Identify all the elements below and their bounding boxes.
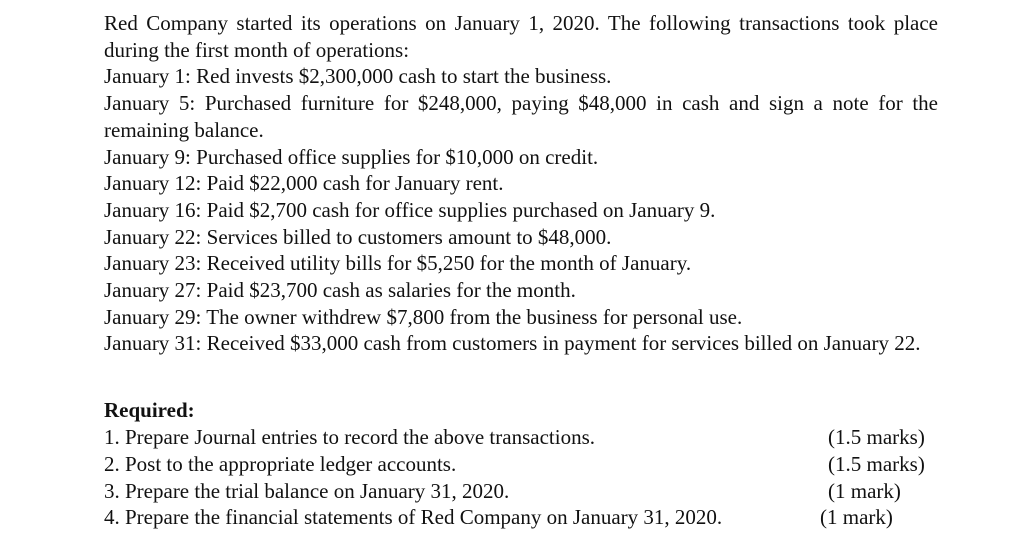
required-item: [104, 478, 938, 505]
transaction-item: January 23: Received utility bills for $5,250 for the month of January.: [104, 251, 692, 276]
required-item: [104, 424, 938, 451]
required-item-text: 3. Prepare the trial balance on January 31, 2020.: [104, 478, 510, 503]
transaction-item: January 12: Paid $22,000 cash for January rent.: [104, 171, 504, 196]
required-item-marks: (1 mark): [820, 505, 893, 530]
transaction-item: January 1: Red invests $2,300,000 cash to start the business.: [104, 64, 612, 89]
transaction-item: January 29: The owner withdrew $7,800 from the business for personal use.: [104, 304, 743, 329]
required-item-marks: (1 mark): [828, 478, 901, 503]
required-heading: Required:: [104, 398, 195, 423]
intro-paragraph: Red Company started its operations on January 1, 2020. The following transactions took place during the first month of operations:: [104, 11, 938, 62]
required-item-marks: (1.5 marks): [828, 425, 925, 450]
required-item-text: 1. Prepare Journal entries to record the above transactions.: [104, 425, 595, 450]
required-item-text: 2. Post to the appropriate ledger accounts.: [104, 451, 457, 476]
question-document: [104, 10, 938, 531]
transaction-item: January 27: Paid $23,700 cash as salaries for the month.: [104, 278, 576, 303]
required-item-text: 4. Prepare the financial statements of Red Company on January 31, 2020.: [104, 505, 723, 530]
transaction-item: January 9: Purchased office supplies for $10,000 on credit.: [104, 144, 599, 169]
transaction-item: January 31: Received $33,000 cash from customers in payment for services billed on January 22.: [104, 331, 921, 356]
required-item: [104, 504, 938, 531]
transaction-item: January 5: Purchased furniture for $248,000, paying $48,000 in cash and sign a note for the remaining balance.: [104, 91, 938, 142]
required-item: [104, 451, 938, 478]
transaction-item: January 16: Paid $2,700 cash for office supplies purchased on January 9.: [104, 197, 716, 222]
transaction-item: January 22: Services billed to customers amount to $48,000.: [104, 224, 612, 249]
section-spacer: [104, 357, 938, 397]
required-item-marks: (1.5 marks): [828, 451, 925, 476]
